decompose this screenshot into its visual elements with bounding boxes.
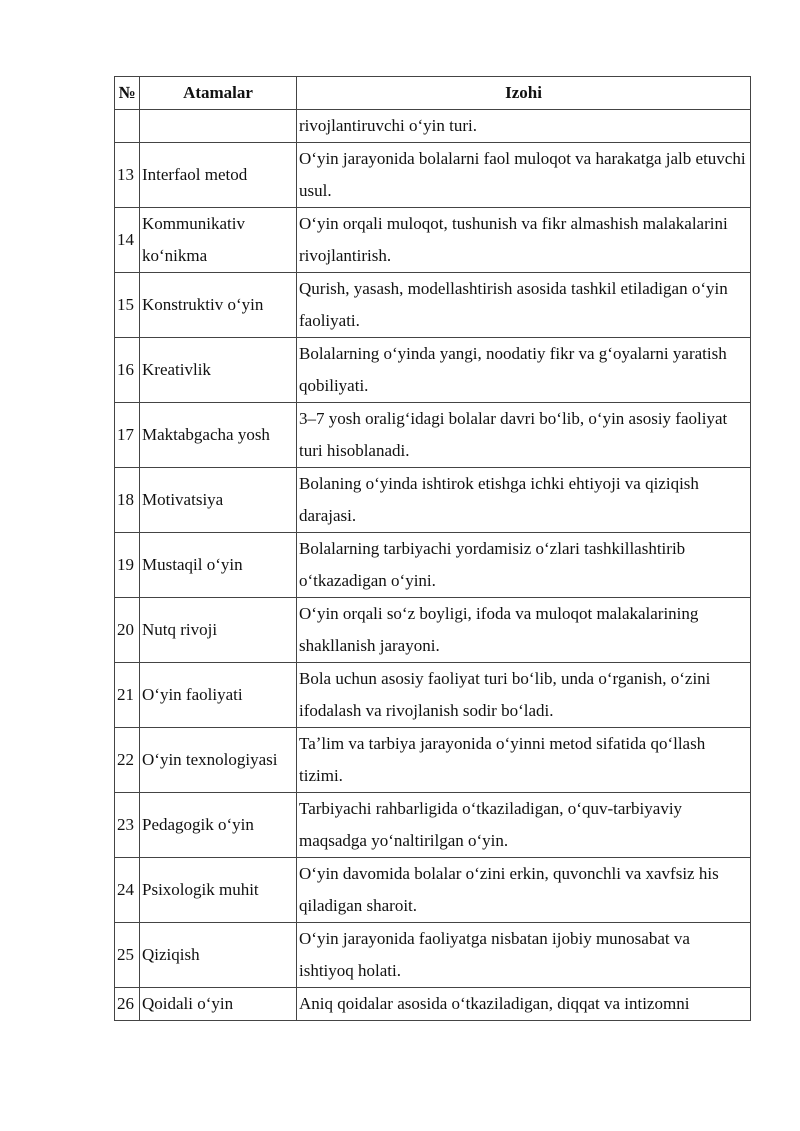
header-description: Izohi <box>297 77 751 110</box>
row-term-cell: Nutq rivoji <box>140 598 297 663</box>
row-description-cell: Bolalarning tarbiyachi yordamisiz oʻzlari tashkillashtirib oʻtkazadigan oʻyini. <box>297 533 751 598</box>
row-description-cell: Qurish, yasash, modellashtirish asosida tashkil etiladigan oʻyin faoliyati. <box>297 273 751 338</box>
glossary-table <box>114 76 751 1021</box>
table-row <box>115 403 751 468</box>
row-number-cell: 24 <box>115 858 140 923</box>
row-term-cell: Maktabgacha yosh <box>140 403 297 468</box>
header-terms: Atamalar <box>140 77 297 110</box>
row-term-cell: Pedagogik oʻyin <box>140 793 297 858</box>
table-row <box>115 533 751 598</box>
header-number: № <box>115 77 140 110</box>
row-number-cell: 23 <box>115 793 140 858</box>
table-row <box>115 143 751 208</box>
row-number-cell <box>115 110 140 143</box>
table-row <box>115 988 751 1021</box>
table-header-row <box>115 77 751 110</box>
row-number-cell: 18 <box>115 468 140 533</box>
row-term-cell: Oʻyin texnologiyasi <box>140 728 297 793</box>
table-row <box>115 468 751 533</box>
row-number-cell: 14 <box>115 208 140 273</box>
table-row <box>115 793 751 858</box>
row-term-cell: Kommunikativ koʻnikma <box>140 208 297 273</box>
row-description-cell: Oʻyin orqali soʻz boyligi, ifoda va muloqot malakalarining shakllanish jarayoni. <box>297 598 751 663</box>
row-description-cell: Oʻyin jarayonida bolalarni faol muloqot va harakatga jalb etuvchi usul. <box>297 143 751 208</box>
row-number-cell: 19 <box>115 533 140 598</box>
row-description-cell: Taʼlim va tarbiya jarayonida oʻyinni metod sifatida qoʻllash tizimi. <box>297 728 751 793</box>
table-row <box>115 923 751 988</box>
row-description-cell: rivojlantiruvchi oʻyin turi. <box>297 110 751 143</box>
row-term-cell: Interfaol metod <box>140 143 297 208</box>
row-number-cell: 16 <box>115 338 140 403</box>
row-number-cell: 15 <box>115 273 140 338</box>
row-number-cell: 21 <box>115 663 140 728</box>
row-description-cell: Tarbiyachi rahbarligida oʻtkaziladigan, oʻquv-tarbiyaviy maqsadga yoʻnaltirilgan oʻyin. <box>297 793 751 858</box>
row-number-cell: 20 <box>115 598 140 663</box>
table-row <box>115 663 751 728</box>
row-term-cell: Psixologik muhit <box>140 858 297 923</box>
row-term-cell: Oʻyin faoliyati <box>140 663 297 728</box>
table-row-continuation <box>115 110 751 143</box>
row-description-cell: Bola uchun asosiy faoliyat turi boʻlib, unda oʻrganish, oʻzini ifodalash va rivojlanish sodir boʻladi. <box>297 663 751 728</box>
row-term-cell: Konstruktiv oʻyin <box>140 273 297 338</box>
row-description-cell: Oʻyin orqali muloqot, tushunish va fikr almashish malakalarini rivojlantirish. <box>297 208 751 273</box>
row-description-cell: Aniq qoidalar asosida oʻtkaziladigan, diqqat va intizomni <box>297 988 751 1021</box>
table-row <box>115 208 751 273</box>
row-term-cell: Motivatsiya <box>140 468 297 533</box>
row-number-cell: 17 <box>115 403 140 468</box>
row-term-cell <box>140 110 297 143</box>
row-description-cell: Oʻyin jarayonida faoliyatga nisbatan ijobiy munosabat va ishtiyoq holati. <box>297 923 751 988</box>
row-number-cell: 25 <box>115 923 140 988</box>
row-term-cell: Mustaqil oʻyin <box>140 533 297 598</box>
table-row <box>115 858 751 923</box>
row-number-cell: 26 <box>115 988 140 1021</box>
row-number-cell: 13 <box>115 143 140 208</box>
row-term-cell: Kreativlik <box>140 338 297 403</box>
table-row <box>115 598 751 663</box>
row-term-cell: Qiziqish <box>140 923 297 988</box>
table-row <box>115 728 751 793</box>
table-row <box>115 273 751 338</box>
table-row <box>115 338 751 403</box>
row-description-cell: Oʻyin davomida bolalar oʻzini erkin, quvonchli va xavfsiz his qiladigan sharoit. <box>297 858 751 923</box>
row-term-cell: Qoidali oʻyin <box>140 988 297 1021</box>
row-description-cell: Bolaning oʻyinda ishtirok etishga ichki ehtiyoji va qiziqish darajasi. <box>297 468 751 533</box>
row-description-cell: Bolalarning oʻyinda yangi, noodatiy fikr va gʻoyalarni yaratish qobiliyati. <box>297 338 751 403</box>
row-description-cell: 3–7 yosh oraligʻidagi bolalar davri boʻlib, oʻyin asosiy faoliyat turi hisoblanadi. <box>297 403 751 468</box>
row-number-cell: 22 <box>115 728 140 793</box>
